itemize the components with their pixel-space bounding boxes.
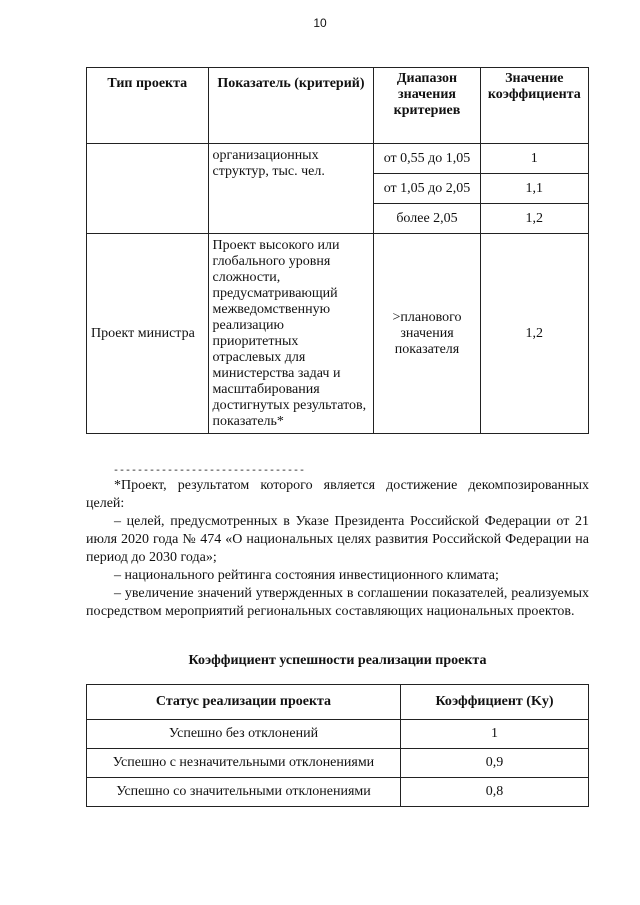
footnote-item: – целей, предусмотренных в Указе Президента Российской Федерации от 21 июля 2020 года № 474 «О национальных целях развития Российской Федерации на период до 2030 года»; xyxy=(86,514,589,565)
group2-indicator-cell: Проект высокого или глобального уровня сложности, предусматривающий межведомственную реализацию приоритетных отраслевых для министерства задач и масштабирования достигнутых результатов, показатель* xyxy=(208,234,374,434)
group2-coef-cell: 1,2 xyxy=(480,234,588,434)
status-header-row xyxy=(87,685,589,720)
group2-type-cell: Проект министра xyxy=(87,234,209,434)
footnote-item: – национального рейтинга состояния инвестиционного климата; xyxy=(114,568,499,583)
header-type: Тип проекта xyxy=(87,68,209,144)
coef-cell: 1,1 xyxy=(480,174,588,204)
table-row xyxy=(87,144,589,174)
header-range: Диапазон значения критериев xyxy=(374,68,480,144)
header-coefficient: Значение коэффициента xyxy=(480,68,588,144)
coef-cell: 1 xyxy=(480,144,588,174)
table-row xyxy=(87,720,589,749)
range-cell: от 1,05 до 2,05 xyxy=(374,174,480,204)
coef-cell: 1 xyxy=(400,720,588,749)
status-table xyxy=(86,684,589,807)
coef-cell: 0,8 xyxy=(400,778,588,807)
range-cell: более 2,05 xyxy=(374,204,480,234)
status-cell: Успешно без отклонений xyxy=(87,720,401,749)
header-coefficient: Коэффициент (Kу) xyxy=(400,685,588,720)
header-status: Статус реализации проекта xyxy=(87,685,401,720)
header-indicator: Показатель (критерий) xyxy=(208,68,374,144)
section-title: Коэффициент успешности реализации проекта xyxy=(188,653,487,668)
page-number: 10 xyxy=(313,16,327,30)
criteria-table xyxy=(86,67,589,434)
coef-cell: 1,2 xyxy=(480,204,588,234)
group1-type-cell xyxy=(87,144,209,234)
footnote-item: – увеличение значений утвержденных в соглашении показателей, реализуемых посредством мероприятий региональных составляющих национальных проектов. xyxy=(86,586,589,619)
table-row xyxy=(87,234,589,434)
criteria-header-row xyxy=(87,68,589,144)
coef-cell: 0,9 xyxy=(400,749,588,778)
status-cell: Успешно с незначительными отклонениями xyxy=(87,749,401,778)
status-cell: Успешно со значительными отклонениями xyxy=(87,778,401,807)
footnote-block xyxy=(86,477,589,621)
table-row xyxy=(87,778,589,807)
table-row xyxy=(87,749,589,778)
group2-range-cell: >планового значения показателя xyxy=(374,234,480,434)
range-cell: от 0,55 до 1,05 xyxy=(374,144,480,174)
footnote-main: *Проект, результатом которого является достижение декомпозированных целей: xyxy=(86,478,589,511)
group1-indicator-cell: организационных структур, тыс. чел. xyxy=(208,144,374,234)
footnote-separator: -------------------------------- xyxy=(113,466,306,477)
